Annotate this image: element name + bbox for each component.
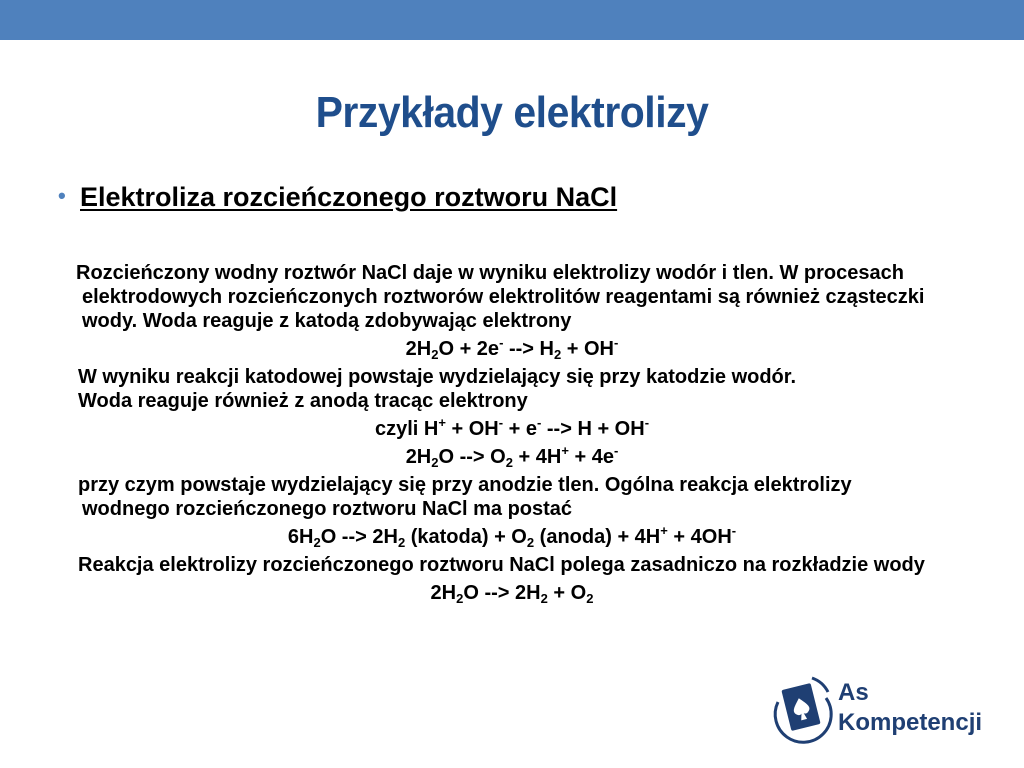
- paragraph-3: przy czym powstaje wydzielający się przy anodzie tlen. Ogólna reakcja elektrolizy wodnego rozcieńczonego roztworu NaCl ma postać: [78, 474, 852, 520]
- spade-card-icon: [768, 672, 834, 752]
- paragraph-2a: W wyniku reakcji katodowej powstaje wydzielający się przy katodzie wodór.: [78, 366, 797, 388]
- logo-line-1: As: [838, 679, 869, 706]
- equation-3: $2H_2O$ --> $O_2 + 4H^+ + 4e^-$: [405, 443, 619, 470]
- bullet-dot-icon: •: [58, 183, 66, 208]
- paragraph-2b: Woda reaguje również z anodą tracąc elektrony: [78, 390, 528, 412]
- logo-line-2: Kompetencji: [838, 709, 983, 736]
- paragraph-4: Reakcja elektrolizy rozcieńczonego roztworu NaCl polega zasadniczo na rozkładzie wody: [78, 554, 925, 576]
- slide-body: [0, 261, 1024, 609]
- equation-5: $2H_2O$ --> $2H_2 + O_2$: [430, 582, 594, 606]
- slide-title: Przykłady elektrolizy: [315, 88, 709, 137]
- as-kompetencji-logo: [768, 672, 998, 752]
- equation-1: $2H_2O + 2e^-$ --> $H_2 + OH^-$: [405, 335, 619, 362]
- bullet-heading: Elektroliza rozcieńczonego roztworu NaCl: [80, 182, 618, 212]
- bullet-item: [58, 182, 617, 213]
- paragraph-1: Rozcieńczony wodny roztwór NaCl daje w wyniku elektrolizy wodór i tlen. W procesach elektrodowych rozcieńczonych roztworów elektrolitów reagentami są również cząsteczki wody. Woda reaguje z katodą zdobywając elektrony: [76, 262, 925, 332]
- header-bar: [0, 0, 1024, 40]
- equation-4: $6H_2O$ --> $2H_2$ (katoda) + $O_2$ (anoda) + 4H+ + 4OH-: [287, 523, 737, 550]
- equation-2: czyli H+ + OH- + e- --> H + OH-: [374, 415, 650, 440]
